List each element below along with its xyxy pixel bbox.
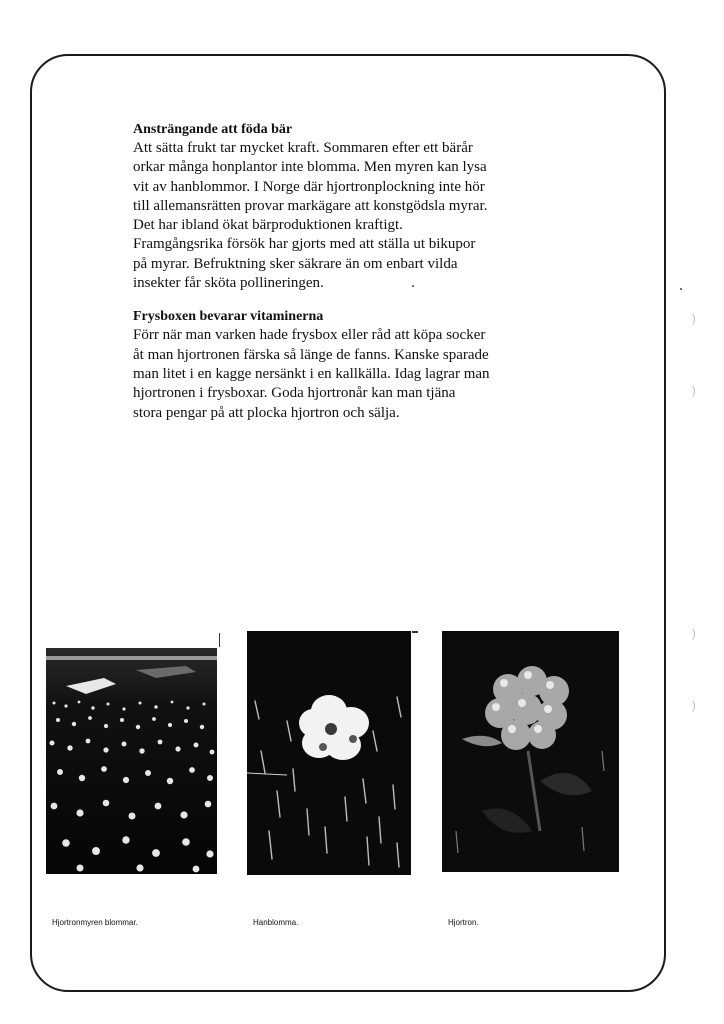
margin-bracket-mark: ) xyxy=(692,628,696,640)
cloudberry-icon xyxy=(442,631,619,872)
photo-male-flower xyxy=(247,631,411,875)
text-line: stora pengar på att plocka hjortron och sälja. xyxy=(133,404,400,421)
photo-bog-flowering xyxy=(46,648,217,874)
text-line: man litet i en kagge nersänkt i en kallkälla. Idag lagrar man xyxy=(133,365,490,382)
text-line: till allemansrätten provar markägare att konstgödsla myrar. xyxy=(133,197,488,214)
text-line: insekter får sköta pollineringen. xyxy=(133,275,324,292)
text-line: Förr när man varken hade frysbox eller råd att köpa socker xyxy=(133,327,486,344)
print-speck xyxy=(412,285,414,287)
text-line: vit av hanblommor. I Norge där hjortronplockning inte hör xyxy=(133,178,485,195)
section-body-2 xyxy=(133,326,563,422)
male-flower-icon xyxy=(247,631,411,875)
photo-caption: Hjortron. xyxy=(448,918,479,927)
photo-cloudberry xyxy=(442,631,619,872)
print-mark xyxy=(412,631,418,633)
text-line: åt man hjortronen färska så länge de fanns. Kanske sparade xyxy=(133,346,489,363)
margin-bracket-mark: ) xyxy=(692,385,696,397)
text-line: Det har ibland ökat bärproduktionen kraftigt. xyxy=(133,217,403,234)
photo-caption: Hanblomma. xyxy=(253,918,299,927)
margin-bracket-mark: ) xyxy=(692,313,696,325)
text-line: Framgångsrika försök har gjorts med att ställa ut bikupor xyxy=(133,236,476,253)
section-body-1 xyxy=(133,139,563,293)
margin-bracket-mark: ) xyxy=(692,700,696,712)
text-line: orkar många honplantor inte blomma. Men myren kan lysa xyxy=(133,159,487,176)
text-line: Att sätta frukt tar mycket kraft. Sommaren efter ett bärår xyxy=(133,140,473,156)
print-mark xyxy=(219,633,220,647)
text-line: på myrar. Befruktning sker säkrare än om enbart vilda xyxy=(133,255,458,272)
article xyxy=(133,121,563,423)
bog-with-flowers-icon xyxy=(46,648,217,874)
section-heading-2: Frysboxen bevarar vitaminerna xyxy=(133,309,324,325)
print-speck xyxy=(680,288,682,290)
text-line: hjortronen i frysboxar. Goda hjortronår kan man tjäna xyxy=(133,385,456,402)
section-heading-1: Ansträngande att föda bär xyxy=(133,122,293,137)
photo-caption: Hjortronmyren blommar. xyxy=(52,918,138,927)
